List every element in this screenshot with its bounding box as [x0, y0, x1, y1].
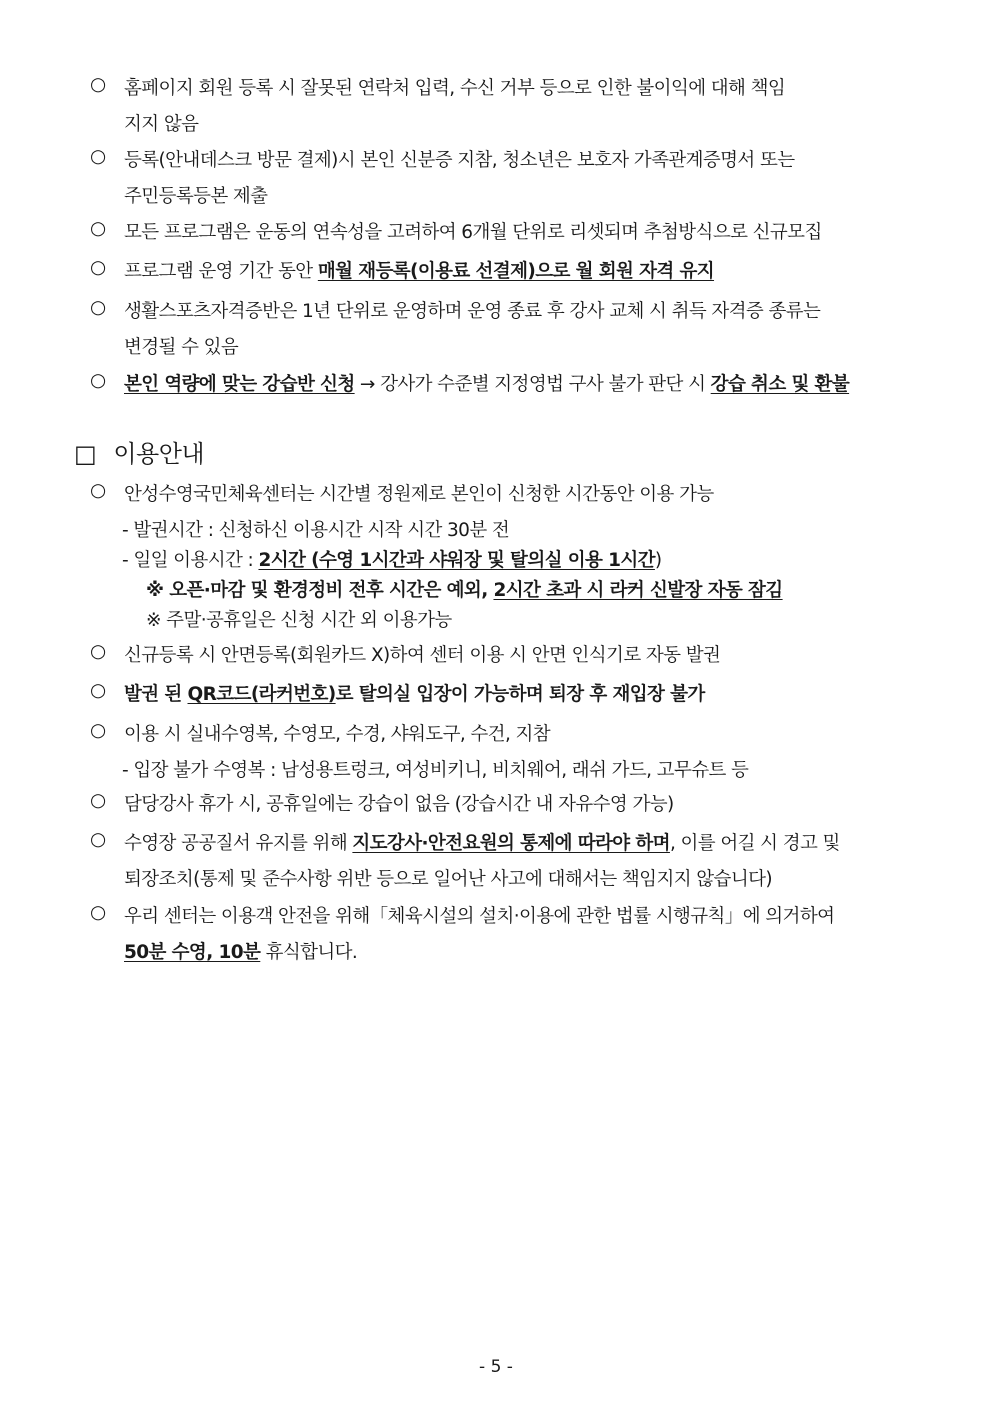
- checkbox-square-icon: □: [74, 440, 97, 468]
- circle-bullet-icon: ○: [90, 297, 106, 318]
- section-title: 이용안내: [113, 440, 205, 468]
- sub-item-suffix: ): [654, 550, 662, 571]
- note-locker-lock: [146, 576, 783, 602]
- item-text-emphasis: 매월 재등록(이용료 선결제)으로 월 회원 자격 유지: [317, 261, 715, 282]
- item-text: 안성수영국민체육센터는 시간별 정원제로 본인이 신청한 시간동안 이용 가능: [124, 484, 714, 505]
- circle-bullet-icon: ○: [90, 370, 106, 391]
- circle-bullet-icon: ○: [90, 218, 106, 239]
- item-text-prefix: 프로그램 운영 기간 동안: [124, 261, 318, 282]
- item-text-emphasis: 50분 수영, 10분: [124, 942, 261, 963]
- item-text-suffix: 휴식합니다.: [260, 942, 358, 963]
- item-text-emphasis: 본인 역량에 맞는 강습반 신청: [124, 374, 355, 395]
- item-text: 모든 프로그램은 운동의 연속성을 고려하여 6개월 단위로 리셋되며 추첨방식으로 신규모집: [124, 222, 822, 243]
- circle-bullet-icon: ○: [90, 902, 106, 923]
- circle-bullet-icon: ○: [90, 790, 106, 811]
- item-text: 신규등록 시 안면등록(회원카드 X)하여 센터 이용 시 안면 인식기로 자동 발권: [124, 645, 721, 666]
- item-text: [124, 257, 714, 283]
- item-text-emphasis-2: 강습 취소 및 환불: [710, 374, 850, 395]
- item-text-cont: 변경될 수 있음: [124, 337, 239, 358]
- item-text: [124, 829, 840, 855]
- item-text: 홈페이지 회원 등록 시 잘못된 연락처 입력, 수신 거부 등으로 인한 불이익에 대해 책임: [124, 78, 786, 99]
- item-text-suffix: 로 탈의실 입장이 가능하며 퇴장 후 재입장 불가: [335, 684, 705, 705]
- item-text-cont: 지지 않음: [124, 114, 199, 135]
- item-text: 이용 시 실내수영복, 수영모, 수경, 샤워도구, 수건, 지참: [124, 724, 551, 745]
- circle-bullet-icon: ○: [90, 480, 106, 501]
- sub-item-emphasis: 2시간 (수영 1시간과 샤워장 및 탈의실 이용 1시간: [258, 550, 655, 571]
- circle-bullet-icon: ○: [90, 829, 106, 850]
- item-text-suffix: , 이를 어길 시 경고 및: [669, 833, 840, 854]
- circle-bullet-icon: ○: [90, 680, 106, 701]
- sub-item-daily-time: [122, 546, 662, 572]
- item-text: 등록(안내데스크 방문 결제)시 본인 신분증 지참, 청소년은 보호자 가족관계증명서 또는: [124, 150, 795, 171]
- circle-bullet-icon: ○: [90, 257, 106, 278]
- sub-item-prefix: - 일일 이용시간 :: [122, 550, 259, 571]
- item-text: 우리 센터는 이용객 안전을 위해「체육시설의 설치·이용에 관한 법률 시행규칙」에 의거하여: [124, 906, 835, 927]
- item-text-cont: 퇴장조치(통제 및 준수사항 위반 등으로 일어난 사고에 대해서는 책임지지 않습니다): [124, 869, 772, 890]
- item-text-emphasis: QR코드(라커번호): [187, 684, 336, 705]
- note-weekend: ※ 주말·공휴일은 신청 시간 외 이용가능: [146, 610, 452, 631]
- page-number: - 5 -: [479, 1357, 513, 1377]
- note-emphasis: 2시간 초과 시 라커 신발장 자동 잠김: [493, 580, 783, 601]
- item-text-prefix: 수영장 공공질서 유지를 위해: [124, 833, 353, 854]
- item-text-cont: 주민등록등본 제출: [124, 186, 268, 207]
- item-text-middle: → 강사가 수준별 지정영법 구사 불가 판단 시: [354, 374, 711, 395]
- item-text-prefix: 발권 된: [124, 684, 188, 705]
- section-heading: [74, 434, 204, 469]
- circle-bullet-icon: ○: [90, 74, 106, 95]
- circle-bullet-icon: ○: [90, 146, 106, 167]
- item-text: [124, 370, 849, 396]
- item-text-emphasis: 지도강사·안전요원의 통제에 따라야 하며: [352, 833, 670, 854]
- item-text: 담당강사 휴가 시, 공휴일에는 강습이 없음 (강습시간 내 자유수영 가능): [124, 794, 674, 815]
- sub-item-ticket-time: - 발권시간 : 신청하신 이용시간 시작 시간 30분 전: [122, 520, 510, 541]
- item-text-cont: [124, 938, 357, 964]
- sub-item-banned-swimwear: - 입장 불가 수영복 : 남성용트렁크, 여성비키니, 비치웨어, 래쉬 가드, 고무슈트 등: [122, 760, 749, 781]
- circle-bullet-icon: ○: [90, 720, 106, 741]
- item-text: [124, 680, 705, 706]
- note-prefix: ※ 오픈·마감 및 환경정비 전후 시간은 예외,: [146, 580, 494, 601]
- circle-bullet-icon: ○: [90, 641, 106, 662]
- item-text: 생활스포츠자격증반은 1년 단위로 운영하며 운영 종료 후 강사 교체 시 취득 자격증 종류는: [124, 301, 821, 322]
